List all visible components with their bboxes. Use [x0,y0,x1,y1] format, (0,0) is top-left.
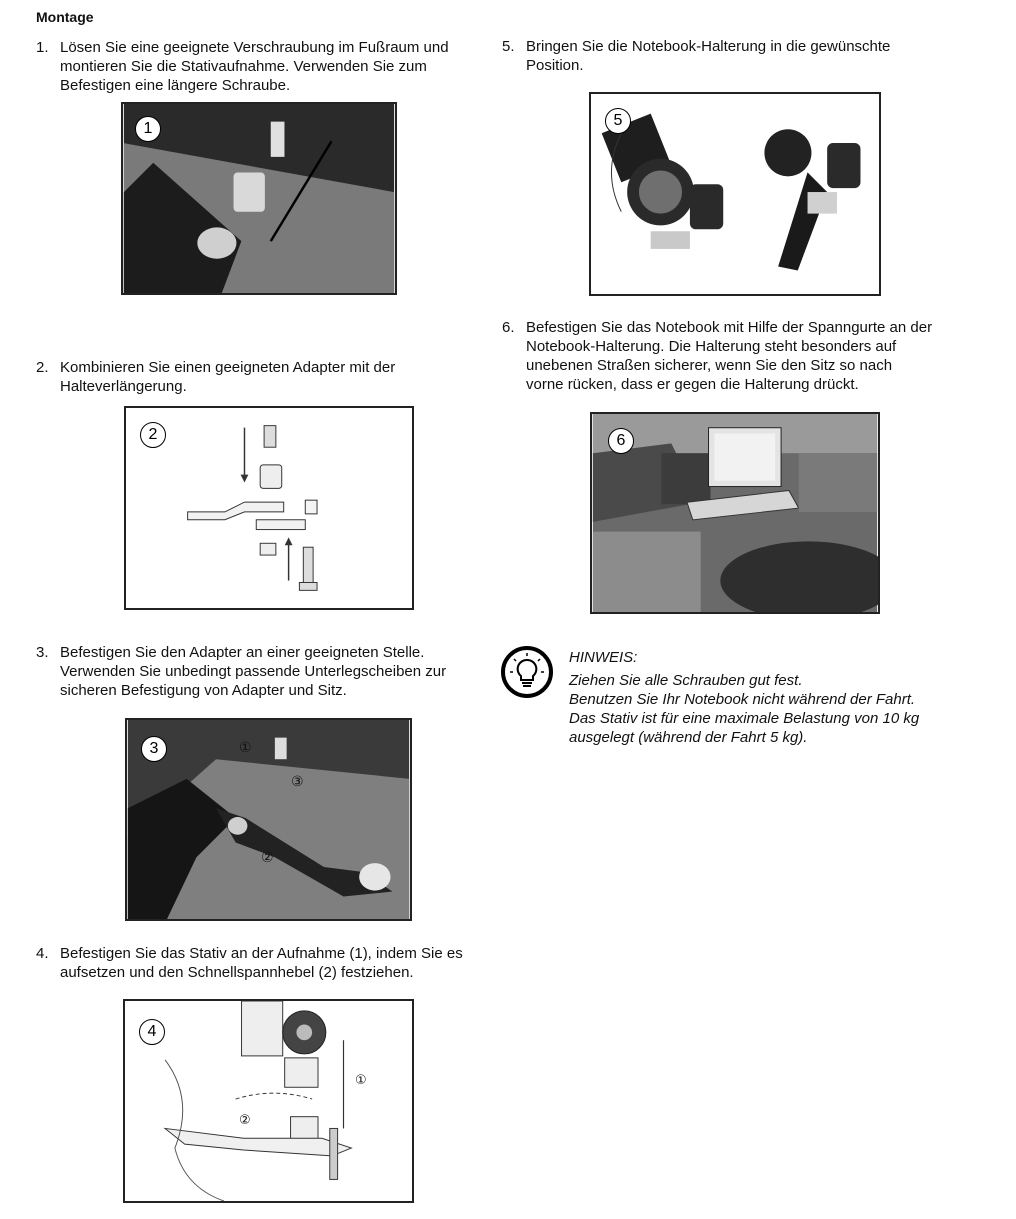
step-number: 4. [36,945,49,962]
step-badge: 1 [135,116,161,142]
step-2-diagram [124,406,414,610]
note-line: Benutzen Sie Ihr Notebook nicht während der Fahrt. [569,691,916,708]
callout-1: ① [239,740,252,756]
step-6 [502,318,982,398]
callout-1: ① [355,1073,367,1088]
step-badge: 4 [139,1019,165,1045]
section-heading: Montage [36,9,94,25]
step-badge: 6 [608,428,634,454]
callout-3: ③ [291,774,304,790]
note-line: Das Stativ ist für eine maximale Belastung von 10 kg [569,710,920,727]
step-text-line: sicheren Befestigung von Adapter und Sitz. [60,682,347,699]
step-text-line: vorne rücken, dass er gegen die Halterung drückt. [526,376,859,393]
notebook-in-car-photo-image [592,414,878,612]
callout-2: ② [239,1113,251,1128]
step-text-line: Verwenden Sie unbedingt passende Unterlegscheiben zur [60,663,447,680]
step-4 [36,944,506,984]
step-1-photo [121,102,397,295]
step-3 [36,643,496,703]
step-number: 2. [36,359,49,376]
step-text-line: Befestigen Sie das Stativ an der Aufnahme (1), indem Sie es [60,945,463,962]
step-5-photo [589,92,881,296]
step-number: 1. [36,39,49,56]
step-5 [502,37,972,77]
callout-2: ② [261,850,274,866]
step-text-line: Position. [526,57,584,74]
adapter-mount-photo-image [127,720,410,919]
note-block [569,648,989,747]
step-1 [36,38,476,98]
step-text-line: Lösen Sie eine geeignete Verschraubung im Fußraum und [60,39,449,56]
step-text-line: Notebook-Halterung. Die Halterung steht besonders auf [526,338,897,355]
step-2 [36,358,476,398]
step-badge: 2 [140,422,166,448]
footwell-photo-image [123,104,395,293]
step-text-line: Halteverlängerung. [60,378,187,395]
note-title: HINWEIS: [569,649,638,666]
step-3-photo [125,718,412,921]
step-number: 6. [502,319,515,336]
step-badge: 3 [141,736,167,762]
step-text-line: Befestigen eine längere Schraube. [60,77,291,94]
step-text-line: Bringen Sie die Notebook-Halterung in die gewünschte [526,38,891,55]
step-4-diagram [123,999,414,1203]
tripod-mount-diagram-image [125,1001,412,1201]
step-text-line: montieren Sie die Stativaufnahme. Verwenden Sie zum [60,58,427,75]
note-line: ausgelegt (während der Fahrt 5 kg). [569,729,808,746]
mount-position-photo-image [591,94,879,294]
step-6-photo [590,412,880,614]
step-text-line: aufsetzen und den Schnellspannhebel (2) festziehen. [60,964,414,981]
step-number: 5. [502,38,515,55]
step-text-line: unebenen Straßen sicherer, wenn Sie den Sitz so nach [526,357,893,374]
step-text-line: Befestigen Sie das Notebook mit Hilfe der Spanngurte an der [526,319,933,336]
step-text-line: Befestigen Sie den Adapter an einer geeigneten Stelle. [60,644,425,661]
adapter-diagram-image [126,408,412,608]
lightbulb-icon [500,645,554,699]
step-text-line: Kombinieren Sie einen geeigneten Adapter mit der [60,359,396,376]
note-line: Ziehen Sie alle Schrauben gut fest. [569,672,803,689]
step-number: 3. [36,644,49,661]
step-badge: 5 [605,108,631,134]
